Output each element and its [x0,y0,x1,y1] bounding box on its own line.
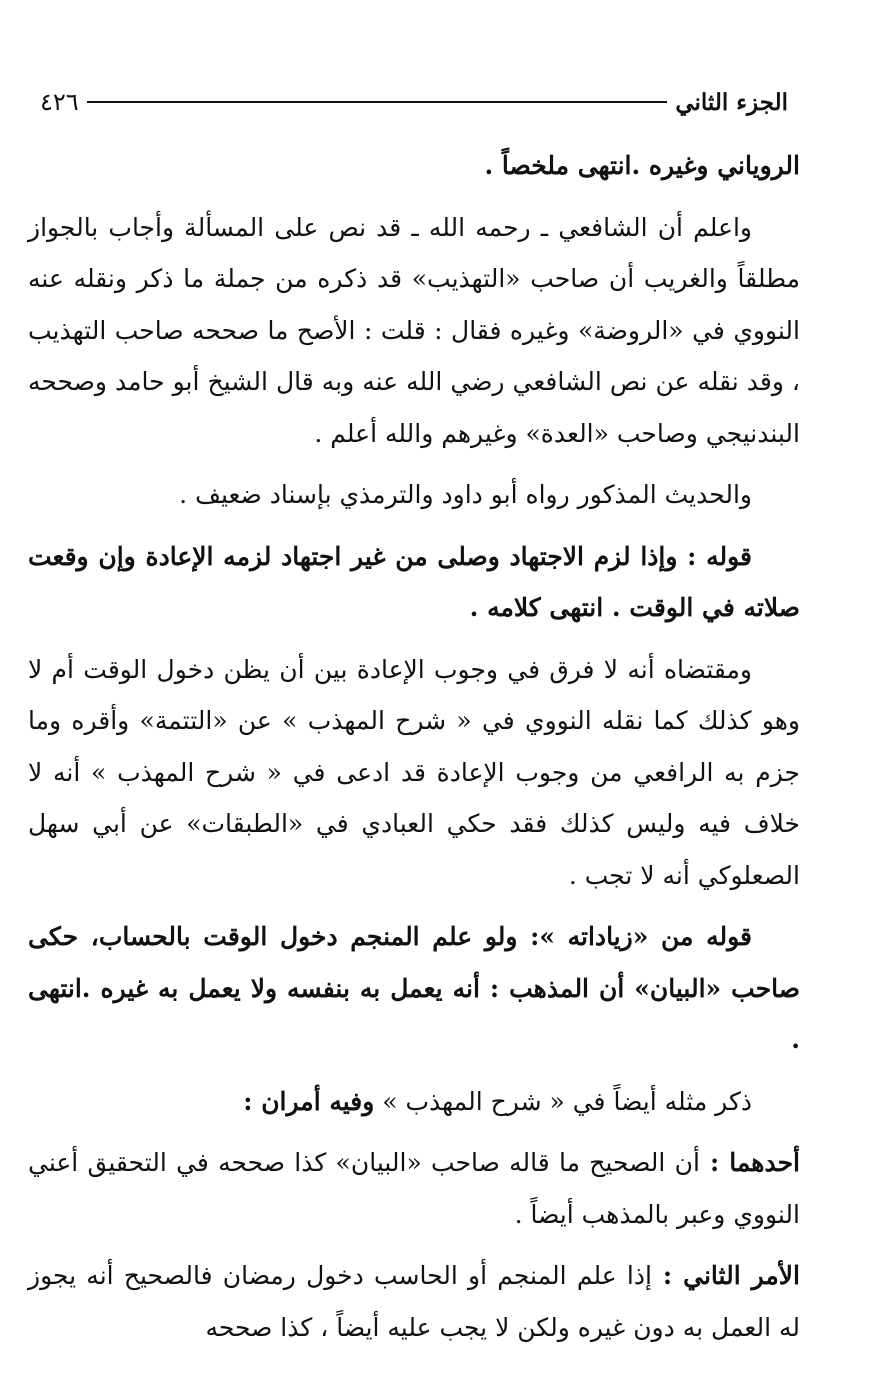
page-header [28,82,800,122]
paragraph: والحديث المذكور رواه أبو داود والترمذي بإسناد ضعيف . [179,480,752,509]
paragraph-lead: أحدهما : [699,1148,800,1177]
paragraph: واعلم أن الشافعي ـ رحمه الله ـ قد نص على المسألة وأجاب بالجواز مطلقاً والغريب أن صاحب «التهذيب» قد ذكره من جملة ما ذكر ونقله عنه النووي في «الروضة» وغيره فقال : قلت : الأصح ما صححه صاحب التهذيب ، وقد نقله عن نص الشافعي رضي الله عنه وبه قال الشيخ أبو حامد وصححه البندنيجي وصاحب «العدة» وغيرهم والله أعلم . [28,212,800,448]
paragraph-text: إذا علم المنجم أو الحاسب دخول رمضان فالصحيح أنه يجوز له العمل به دون غيره ولكن لا يجب عليه أيضاً ، كذا صححه [28,1261,800,1342]
paragraph-bold-text: وفيه أمران : [243,1086,375,1116]
paragraph [28,1076,800,1128]
paragraph [28,1250,800,1353]
paragraph: قوله من «زياداته »: ولو علم المنجم دخول الوقت بالحساب، حكى صاحب «البيان» أن المذهب : أنه يعمل به بنفسه ولا يعمل به غيره .انتهى . [28,922,800,1054]
header-rule [87,101,668,103]
paragraph: ومقتضاه أنه لا فرق في وجوب الإعادة بين أن يظن دخول الوقت أم لا وهو كذلك كما نقله النووي في « شرح المهذب » عن «التتمة» وأقره وما جزم به الرافعي من وجوب الإعادة قد ادعى في « شرح المهذب » أنه لا خلاف فيه وليس كذلك فقد حكي العبادي في «الطبقات» عن أبي سهل الصعلوكي أنه لا تجب . [28,654,800,890]
book-page [28,0,800,1390]
running-title: الجزء الثاني [675,88,788,116]
paragraph-text: أن الصحيح ما قاله صاحب «البيان» كذا صححه في التحقيق أعني النووي وعبر بالمذهب أيضاً . [28,1148,800,1229]
paragraph [28,1137,800,1240]
paragraph-lead: الأمر الثاني : [651,1261,801,1290]
paragraph: قوله : وإذا لزم الاجتهاد وصلى من غير اجتهاد لزمه الإعادة وإن وقعت صلاته في الوقت . انتهى كلامه . [28,541,800,622]
paragraph: الروياني وغيره .انتهى ملخصاً . [484,151,800,180]
page-number: ٤٢٦ [40,88,79,116]
page-body [28,140,800,1363]
paragraph-text: ذكر مثله أيضاً في « شرح المهذب » [374,1086,752,1116]
